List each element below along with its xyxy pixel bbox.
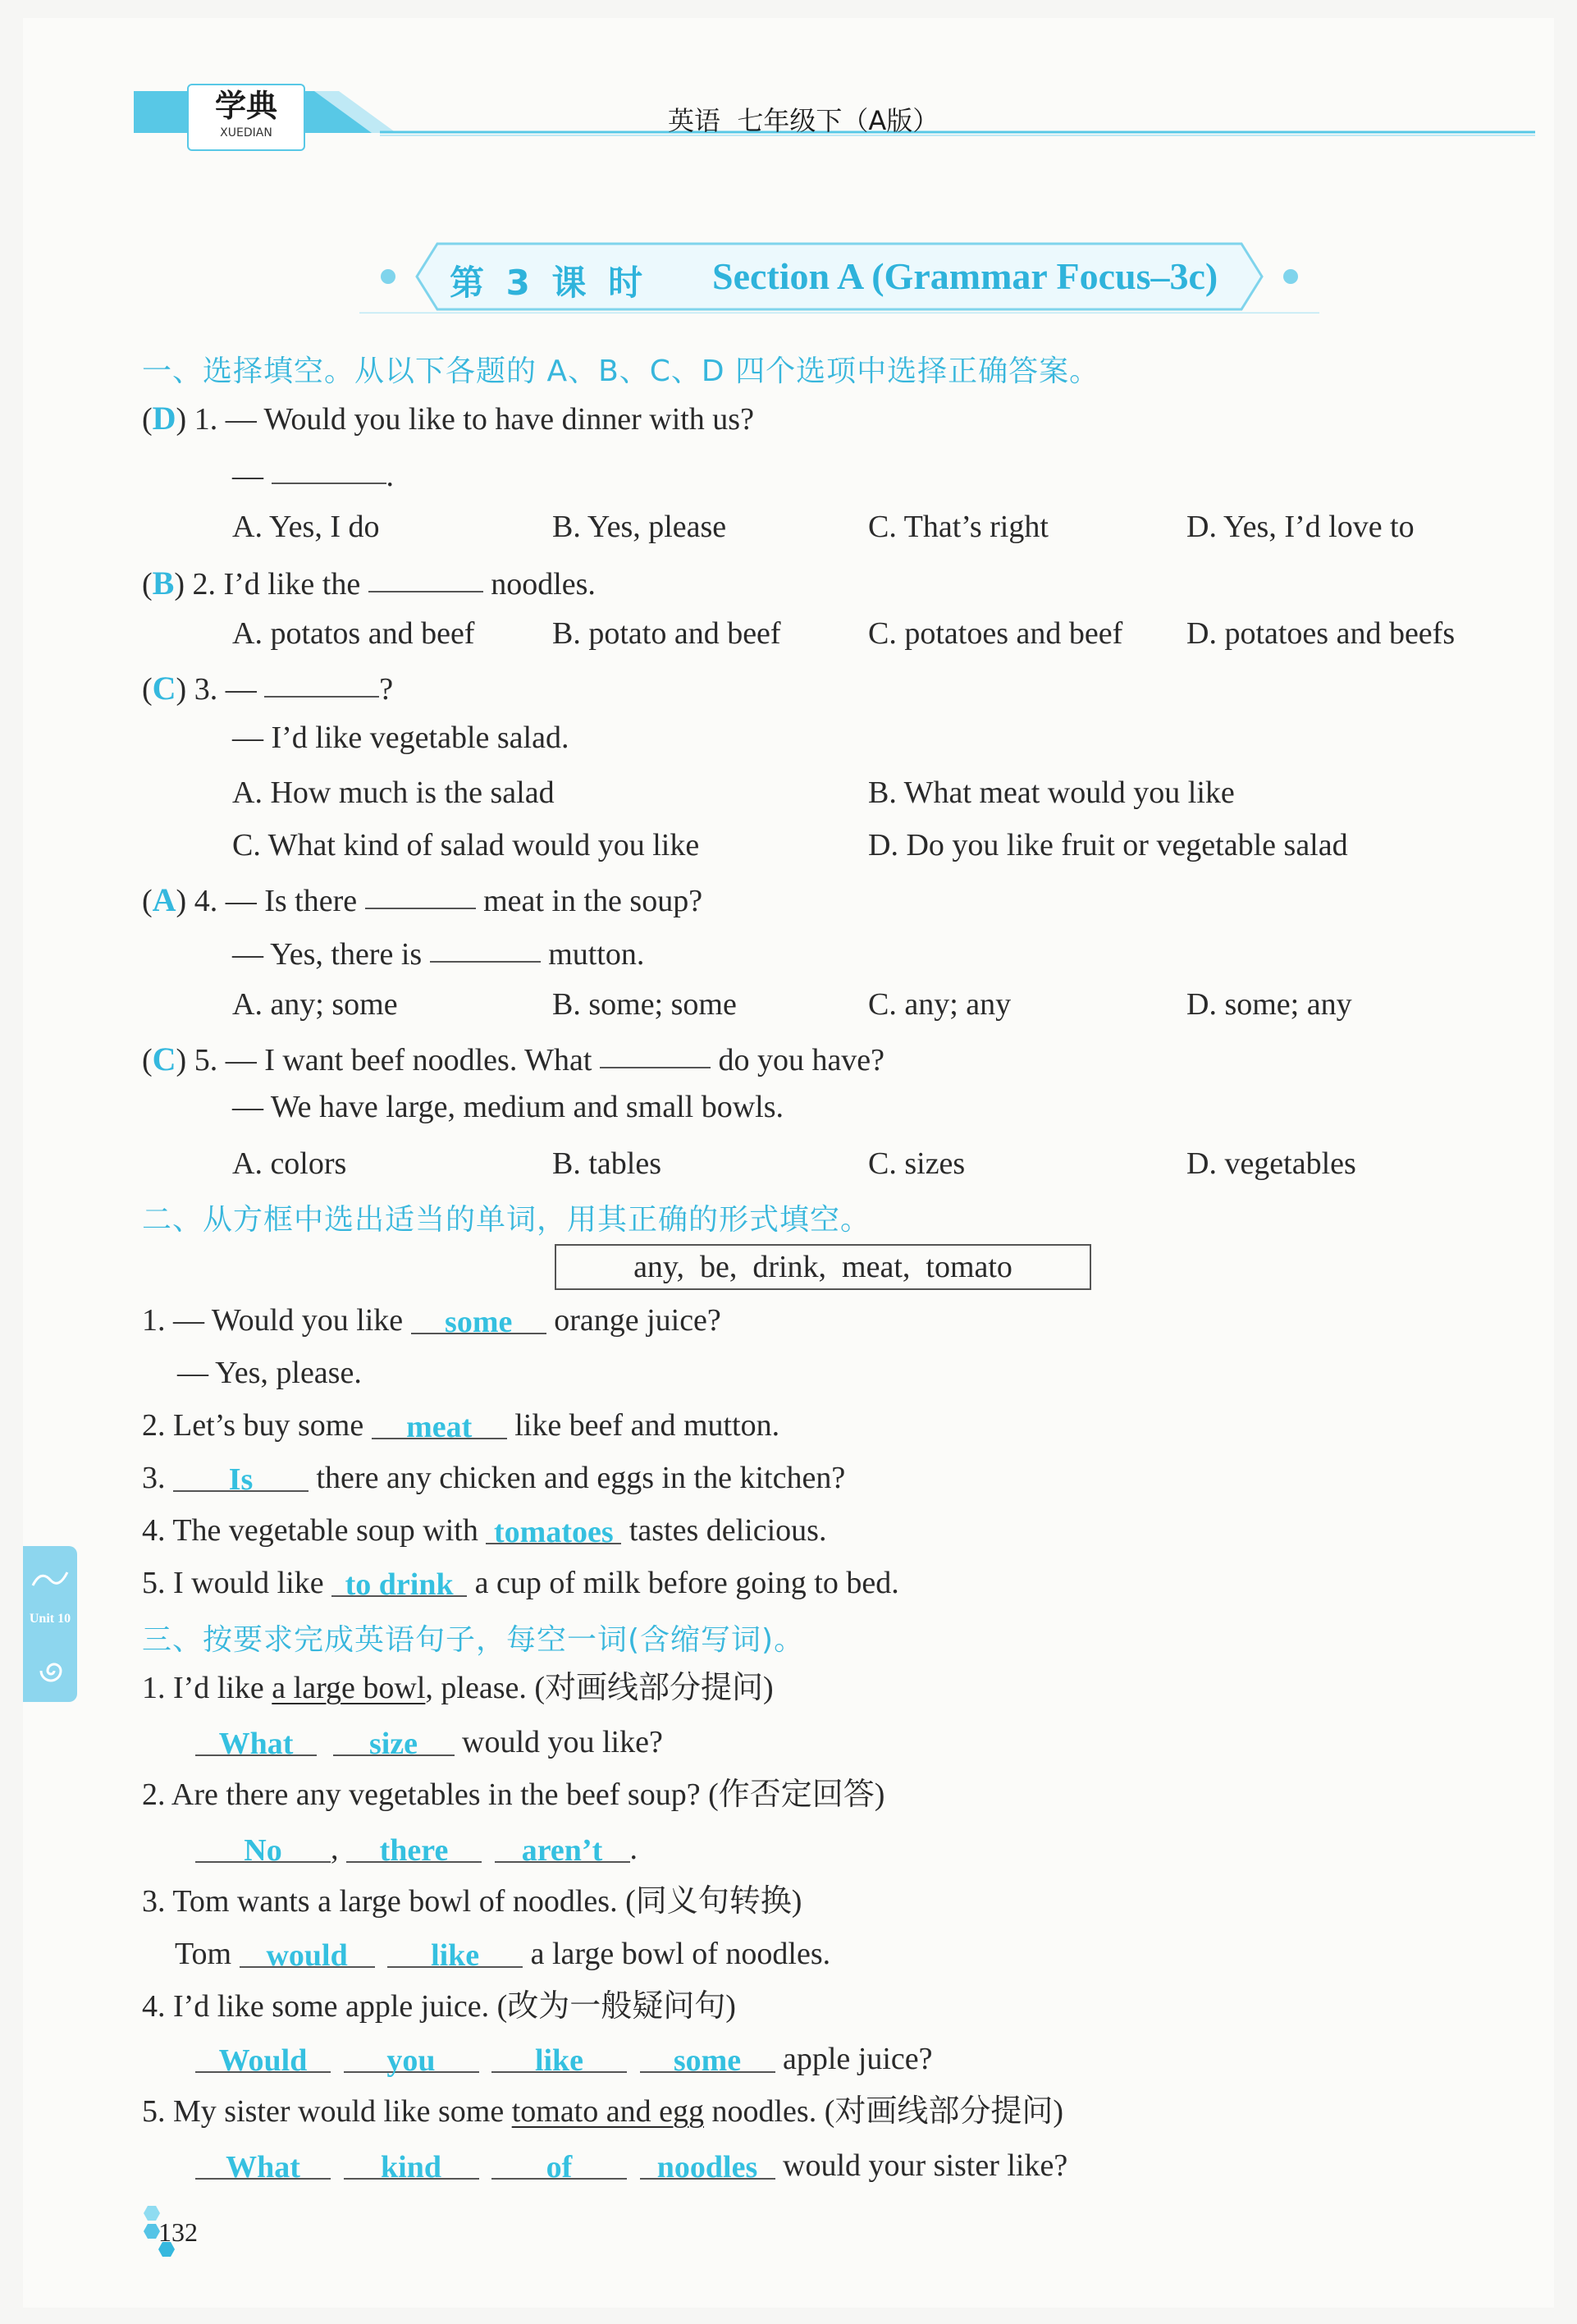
answer-blank[interactable]: there xyxy=(346,1832,482,1863)
unit-label: Unit 10 xyxy=(29,1612,71,1626)
option: B. What meat would you like xyxy=(868,775,1235,810)
swirl-icon xyxy=(33,1653,69,1689)
wave-icon xyxy=(30,1562,71,1595)
answer-blank[interactable] xyxy=(365,878,476,909)
answer-blank[interactable] xyxy=(430,931,541,963)
page-header xyxy=(23,18,1554,149)
answer-blank[interactable]: aren’t xyxy=(495,1832,630,1863)
lesson-label: 第 3 课 时 xyxy=(450,263,648,303)
rewrite-item-2: 2. Are there any vegetables in the beef soup? (作否定回答) xyxy=(142,1777,885,1812)
answer-blank[interactable] xyxy=(264,666,379,698)
option: A. Yes, I do xyxy=(232,510,380,544)
answer-blank[interactable]: size xyxy=(333,1725,455,1756)
rewrite-item-4: 4. I’d like some apple juice. (改为一般疑问句) xyxy=(142,1989,736,2024)
underlined-phrase: a large bowl xyxy=(272,1671,426,1705)
word-box-text: any, be, drink, meat, tomato xyxy=(633,1250,1012,1284)
answer-blank[interactable]: some xyxy=(411,1303,546,1334)
answer-blank[interactable]: noodles xyxy=(640,2148,775,2180)
option: D. potatoes and beefs xyxy=(1186,616,1456,651)
question-4-response: — Yes, there is mutton. xyxy=(232,933,644,970)
option: B. Yes, please xyxy=(552,510,727,544)
option: D. Do you like fruit or vegetable salad xyxy=(868,828,1348,862)
word-box xyxy=(555,1244,1091,1290)
question-1: (D) 1. — Would you like to have dinner with us? xyxy=(142,400,754,437)
logo-sub: XUEDIAN xyxy=(220,126,272,140)
option: A. potatos and beef xyxy=(232,616,475,651)
answer-blank[interactable] xyxy=(600,1037,711,1068)
option: C. sizes xyxy=(868,1146,966,1181)
fill-item-1: 1. — Would you like some orange juice? xyxy=(142,1303,721,1339)
choice-answer: D xyxy=(152,400,176,437)
rewrite-item-5-answer: What kind of noodles would your sister like? xyxy=(195,2150,1067,2181)
question-3-response: — I’d like vegetable salad. xyxy=(232,721,569,755)
answer-blank[interactable]: meat xyxy=(372,1408,507,1439)
option: C. potatoes and beef xyxy=(868,616,1123,651)
fill-item-3: 3. Is there any chicken and eggs in the kitchen? xyxy=(142,1461,846,1497)
answer-blank[interactable]: No xyxy=(195,1832,331,1863)
answer-blank[interactable] xyxy=(272,453,386,484)
unit-side-tab xyxy=(23,1546,77,1702)
choice-answer: C xyxy=(152,1041,176,1077)
answer-blank[interactable]: would xyxy=(240,1937,375,1968)
answer-blank[interactable]: Would xyxy=(195,2042,331,2073)
answer-blank[interactable]: of xyxy=(491,2148,627,2180)
option: B. tables xyxy=(552,1146,661,1181)
rewrite-item-3: 3. Tom wants a large bowl of noodles. (同义句转换) xyxy=(142,1884,802,1919)
section-title: Section A (Grammar Focus–3c) xyxy=(712,255,1218,297)
answer-blank[interactable]: some xyxy=(640,2042,775,2073)
option: C. any; any xyxy=(868,987,1012,1022)
answer-blank[interactable]: like xyxy=(387,1937,523,1968)
option: B. potato and beef xyxy=(552,616,781,651)
fill-item-4: 4. The vegetable soup with tomatoes tastes delicious. xyxy=(142,1513,827,1549)
answer-blank[interactable]: tomatoes xyxy=(486,1513,621,1544)
answer-blank[interactable]: to drink xyxy=(331,1566,467,1597)
part1-heading: 一、选择填空。从以下各题的 A、B、C、D 四个选项中选择正确答案。 xyxy=(142,355,1100,388)
answer-blank[interactable]: like xyxy=(491,2042,627,2073)
question-2: (B) 2. I’d like the noodles. xyxy=(142,563,596,600)
part2-heading: 二、从方框中选出适当的单词，用其正确的形式填空。 xyxy=(142,1203,871,1237)
question-4: (A) 4. — Is there meat in the soup? xyxy=(142,880,702,917)
rewrite-item-3-answer: Tom would like a large bowl of noodles. xyxy=(175,1937,831,1973)
choice-answer: A xyxy=(152,881,176,918)
choice-answer: B xyxy=(152,565,175,602)
answer-blank[interactable]: kind xyxy=(344,2148,479,2180)
header-subject: 英语 七年级下（A版） xyxy=(668,105,939,136)
rewrite-item-1: 1. I’d like a large bowl, please. (对画线部分提问) xyxy=(142,1671,774,1705)
option: A. How much is the salad xyxy=(232,775,555,810)
rewrite-item-5: 5. My sister would like some tomato and egg noodles. (对画线部分提问) xyxy=(142,2094,1064,2129)
option: C. What kind of salad would you like xyxy=(232,828,700,862)
option: D. Yes, I’d love to xyxy=(1186,510,1415,544)
answer-blank[interactable]: What xyxy=(195,1725,317,1756)
part3-heading: 三、按要求完成英语句子，每空一词(含缩写词)。 xyxy=(142,1623,805,1657)
option: D. some; any xyxy=(1186,987,1352,1022)
option: D. vegetables xyxy=(1186,1146,1356,1181)
question-3: (C) 3. — ? xyxy=(142,668,393,705)
option: A. colors xyxy=(232,1146,347,1181)
fill-item-1-response: — Yes, please. xyxy=(177,1356,362,1390)
question-5: (C) 5. — I want beef noodles. What do you have? xyxy=(142,1039,884,1076)
page-number: 132 xyxy=(158,2217,198,2247)
option: A. any; some xyxy=(232,987,398,1022)
rewrite-item-2-answer: No , there aren’t . xyxy=(195,1833,638,1864)
answer-blank[interactable]: Is xyxy=(173,1461,309,1492)
fill-item-2: 2. Let’s buy some meat like beef and mutton. xyxy=(142,1408,780,1444)
answer-blank[interactable]: What xyxy=(195,2148,331,2180)
logo xyxy=(187,84,305,151)
fill-item-5: 5. I would like to drink a cup of milk before going to bed. xyxy=(142,1566,899,1602)
answer-blank[interactable] xyxy=(368,561,483,592)
option: B. some; some xyxy=(552,987,737,1022)
choice-answer: C xyxy=(152,670,176,707)
question-5-response: — We have large, medium and small bowls. xyxy=(232,1090,784,1124)
rewrite-item-4-answer: Would you like some apple juice? xyxy=(195,2043,933,2075)
question-1-response: — . xyxy=(232,455,394,492)
option: C. That’s right xyxy=(868,510,1049,544)
underlined-phrase: tomato and egg xyxy=(511,2094,704,2129)
title-banner xyxy=(359,223,1319,313)
answer-blank[interactable]: you xyxy=(344,2042,479,2073)
logo-text: 学典 xyxy=(214,87,277,124)
textbook-page xyxy=(23,18,1554,2308)
rewrite-item-1-answer: What size would you like? xyxy=(195,1727,663,1758)
